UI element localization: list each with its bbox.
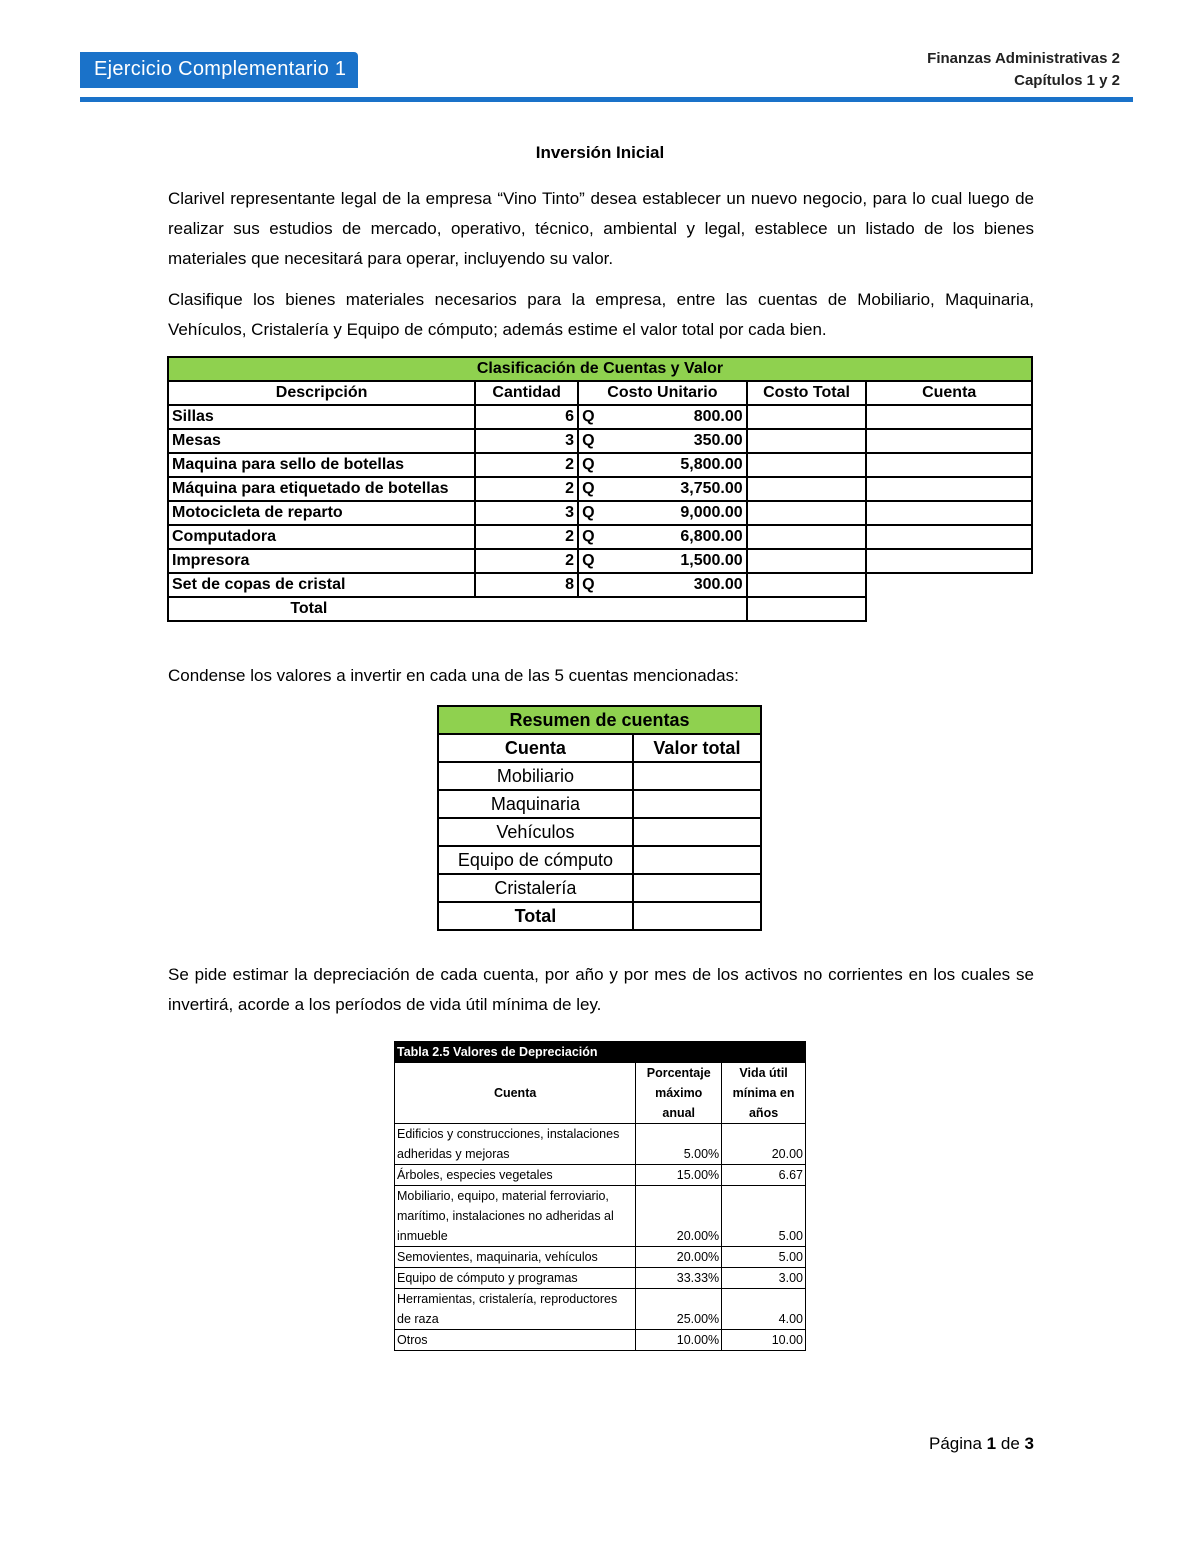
depreciation-life: 3.00 [722,1268,806,1289]
depreciation-percent: 20.00% [636,1247,722,1268]
paragraph-instructions: Clasifique los bienes materiales necesarios para la empresa, entre las cuentas de Mobiliario, Maquinaria, Vehículos, Cristalería y Equipo de cómputo; además estime el valor total por cada bien. [168,290,1034,339]
item-description: Sillas [168,405,475,429]
depreciation-life: 20.00 [722,1124,806,1165]
item-quantity: 3 [475,501,578,525]
item-description: Mesas [168,429,475,453]
depreciation-percent: 10.00% [636,1330,722,1351]
item-unit-cost [578,525,747,549]
table-row [438,790,761,818]
item-description: Maquina para sello de botellas [168,453,475,477]
table-row [395,1124,806,1165]
currency-symbol: Q [582,576,595,593]
depreciation-account: Otros [395,1330,636,1351]
currency-symbol: Q [582,528,595,545]
summary-account-name: Vehículos [438,818,633,846]
unit-cost-value: 1,500.00 [680,552,743,569]
unit-cost-value: 300.00 [693,576,743,593]
item-account[interactable] [866,549,1032,573]
summary-table-title: Resumen de cuentas [438,706,761,734]
item-account[interactable] [866,429,1032,453]
summary-total-label: Total [438,902,633,930]
currency-symbol: Q [582,432,595,449]
depreciation-table-header [395,1063,806,1124]
header-divider [80,97,1133,102]
item-total-cost[interactable] [747,429,867,453]
unit-cost-value: 5,800.00 [680,456,743,473]
depreciation-table-title: Tabla 2.5 Valores de Depreciación [395,1042,806,1063]
header-info [927,48,1120,92]
table-row [438,818,761,846]
document-title: Inversión Inicial [535,143,665,162]
classification-table-title: Clasificación de Cuentas y Valor [168,357,1032,381]
col-header-account: Cuenta [395,1063,636,1124]
page-prefix: Página [929,1434,982,1453]
depreciation-percent: 15.00% [636,1165,722,1186]
chapters: Capítulos 1 y 2 [1014,72,1120,89]
col-header-description: Descripción [168,381,475,405]
depreciation-life: 5.00 [722,1247,806,1268]
depreciation-life: 6.67 [722,1165,806,1186]
item-quantity: 2 [475,453,578,477]
depreciation-account: Herramientas, cristalería, reproductores de raza [395,1289,636,1330]
col-header-total-value: Valor total [633,734,761,762]
table-row [438,874,761,902]
header-tab-label: Ejercicio Complementario 1 [94,58,347,80]
depreciation-account: Edificios y construcciones, instalaciones adheridas y mejoras [395,1124,636,1165]
item-account[interactable] [866,405,1032,429]
page-number [929,1434,1034,1454]
unit-cost-value: 800.00 [693,408,743,425]
col-header-quantity: Cantidad [475,381,578,405]
unit-cost-value: 9,000.00 [680,504,743,521]
currency-symbol: Q [582,504,595,521]
col-header-max-percent: Porcentaje máximo anual [636,1063,722,1124]
item-total-cost[interactable] [747,453,867,477]
item-description: Motocicleta de reparto [168,501,475,525]
classification-total-row [168,597,1032,621]
depreciation-account: Mobiliario, equipo, material ferroviario, marítimo, instalaciones no adheridas al inmueble [395,1186,636,1247]
item-total-cost[interactable] [747,573,867,597]
col-header-account: Cuenta [438,734,633,762]
depreciation-account: Equipo de cómputo y programas [395,1268,636,1289]
table-row [168,477,1032,501]
classification-table-header [168,381,1032,405]
page-current: 1 [986,1434,997,1453]
item-unit-cost [578,501,747,525]
col-header-unit-cost: Costo Unitario [578,381,747,405]
table-row [438,762,761,790]
unit-cost-value: 350.00 [693,432,743,449]
summary-table [437,705,762,931]
table-row [168,573,1032,597]
table-row [168,525,1032,549]
currency-symbol: Q [582,456,595,473]
item-quantity: 3 [475,429,578,453]
item-quantity: 2 [475,549,578,573]
unit-cost-value: 3,750.00 [680,480,743,497]
item-quantity: 2 [475,525,578,549]
summary-account-name: Cristalería [438,874,633,902]
item-description: Máquina para etiquetado de botellas [168,477,475,501]
item-total-cost[interactable] [747,525,867,549]
depreciation-life: 10.00 [722,1330,806,1351]
summary-account-value[interactable] [633,762,761,790]
header-tab [80,52,358,88]
item-total-cost[interactable] [747,477,867,501]
table-row [395,1289,806,1330]
item-unit-cost [578,477,747,501]
depreciation-table [394,1041,806,1351]
classification-total-label: Total [290,600,328,617]
item-unit-cost [578,405,747,429]
table-row [438,846,761,874]
item-total-cost[interactable] [747,405,867,429]
col-header-account: Cuenta [866,381,1032,405]
summary-account-name: Equipo de cómputo [438,846,633,874]
table-row [395,1268,806,1289]
summary-account-value[interactable] [633,874,761,902]
table-row [168,501,1032,525]
item-quantity: 8 [475,573,578,597]
item-description: Computadora [168,525,475,549]
depreciation-percent: 5.00% [636,1124,722,1165]
classification-total-value[interactable] [747,597,867,621]
item-total-cost[interactable] [747,501,867,525]
depreciation-life: 5.00 [722,1186,806,1247]
depreciation-percent: 25.00% [636,1289,722,1330]
depreciation-account: Árboles, especies vegetales [395,1165,636,1186]
currency-symbol: Q [582,552,595,569]
summary-account-value[interactable] [633,846,761,874]
summary-total-value[interactable] [633,902,761,930]
summary-account-name: Maquinaria [438,790,633,818]
summary-account-name: Mobiliario [438,762,633,790]
item-unit-cost [578,453,747,477]
item-quantity: 6 [475,405,578,429]
table-row [395,1186,806,1247]
table-row [168,405,1032,429]
table-row [168,429,1032,453]
paragraph-intro: Clarivel representante legal de la empresa “Vino Tinto” desea establecer un nuevo negocio, para lo cual luego de realizar sus estudios de mercado, operativo, técnico, ambiental y legal, establece un listado de los bienes materiales que necesitará para operar, incluyendo su valor. [168,189,1034,268]
item-account[interactable] [866,525,1032,549]
currency-symbol: Q [582,408,595,425]
depreciation-account: Semovientes, maquinaria, vehículos [395,1247,636,1268]
table-row [395,1330,806,1351]
table-row [395,1165,806,1186]
currency-symbol: Q [582,480,595,497]
paragraph-summary: Condense los valores a invertir en cada una de las 5 cuentas mencionadas: [168,666,739,685]
page-total: 3 [1024,1434,1034,1453]
page-of: de [1000,1434,1020,1453]
item-account[interactable] [866,501,1032,525]
item-account[interactable] [866,453,1032,477]
course-name: Finanzas Administrativas 2 [927,50,1120,67]
col-header-useful-life: Vida útil mínima en años [722,1063,806,1124]
item-unit-cost [578,429,747,453]
item-unit-cost [578,573,747,597]
item-total-cost[interactable] [747,549,867,573]
classification-table [167,356,1033,622]
item-unit-cost [578,549,747,573]
summary-table-header [438,734,761,762]
item-description: Set de copas de cristal [168,573,475,597]
table-row [395,1247,806,1268]
summary-total-row [438,902,761,930]
unit-cost-value: 6,800.00 [680,528,743,545]
summary-account-value[interactable] [633,818,761,846]
paragraph-depreciation: Se pide estimar la depreciación de cada cuenta, por año y por mes de los activos no corrientes en los cuales se invertirá, acorde a los períodos de vida útil mínima de ley. [168,965,1034,1014]
depreciation-life: 4.00 [722,1289,806,1330]
item-quantity: 2 [475,477,578,501]
summary-account-value[interactable] [633,790,761,818]
col-header-total-cost: Costo Total [747,381,867,405]
item-account[interactable] [866,477,1032,501]
depreciation-percent: 20.00% [636,1186,722,1247]
table-row [168,453,1032,477]
item-description: Impresora [168,549,475,573]
depreciation-percent: 33.33% [636,1268,722,1289]
table-row [168,549,1032,573]
